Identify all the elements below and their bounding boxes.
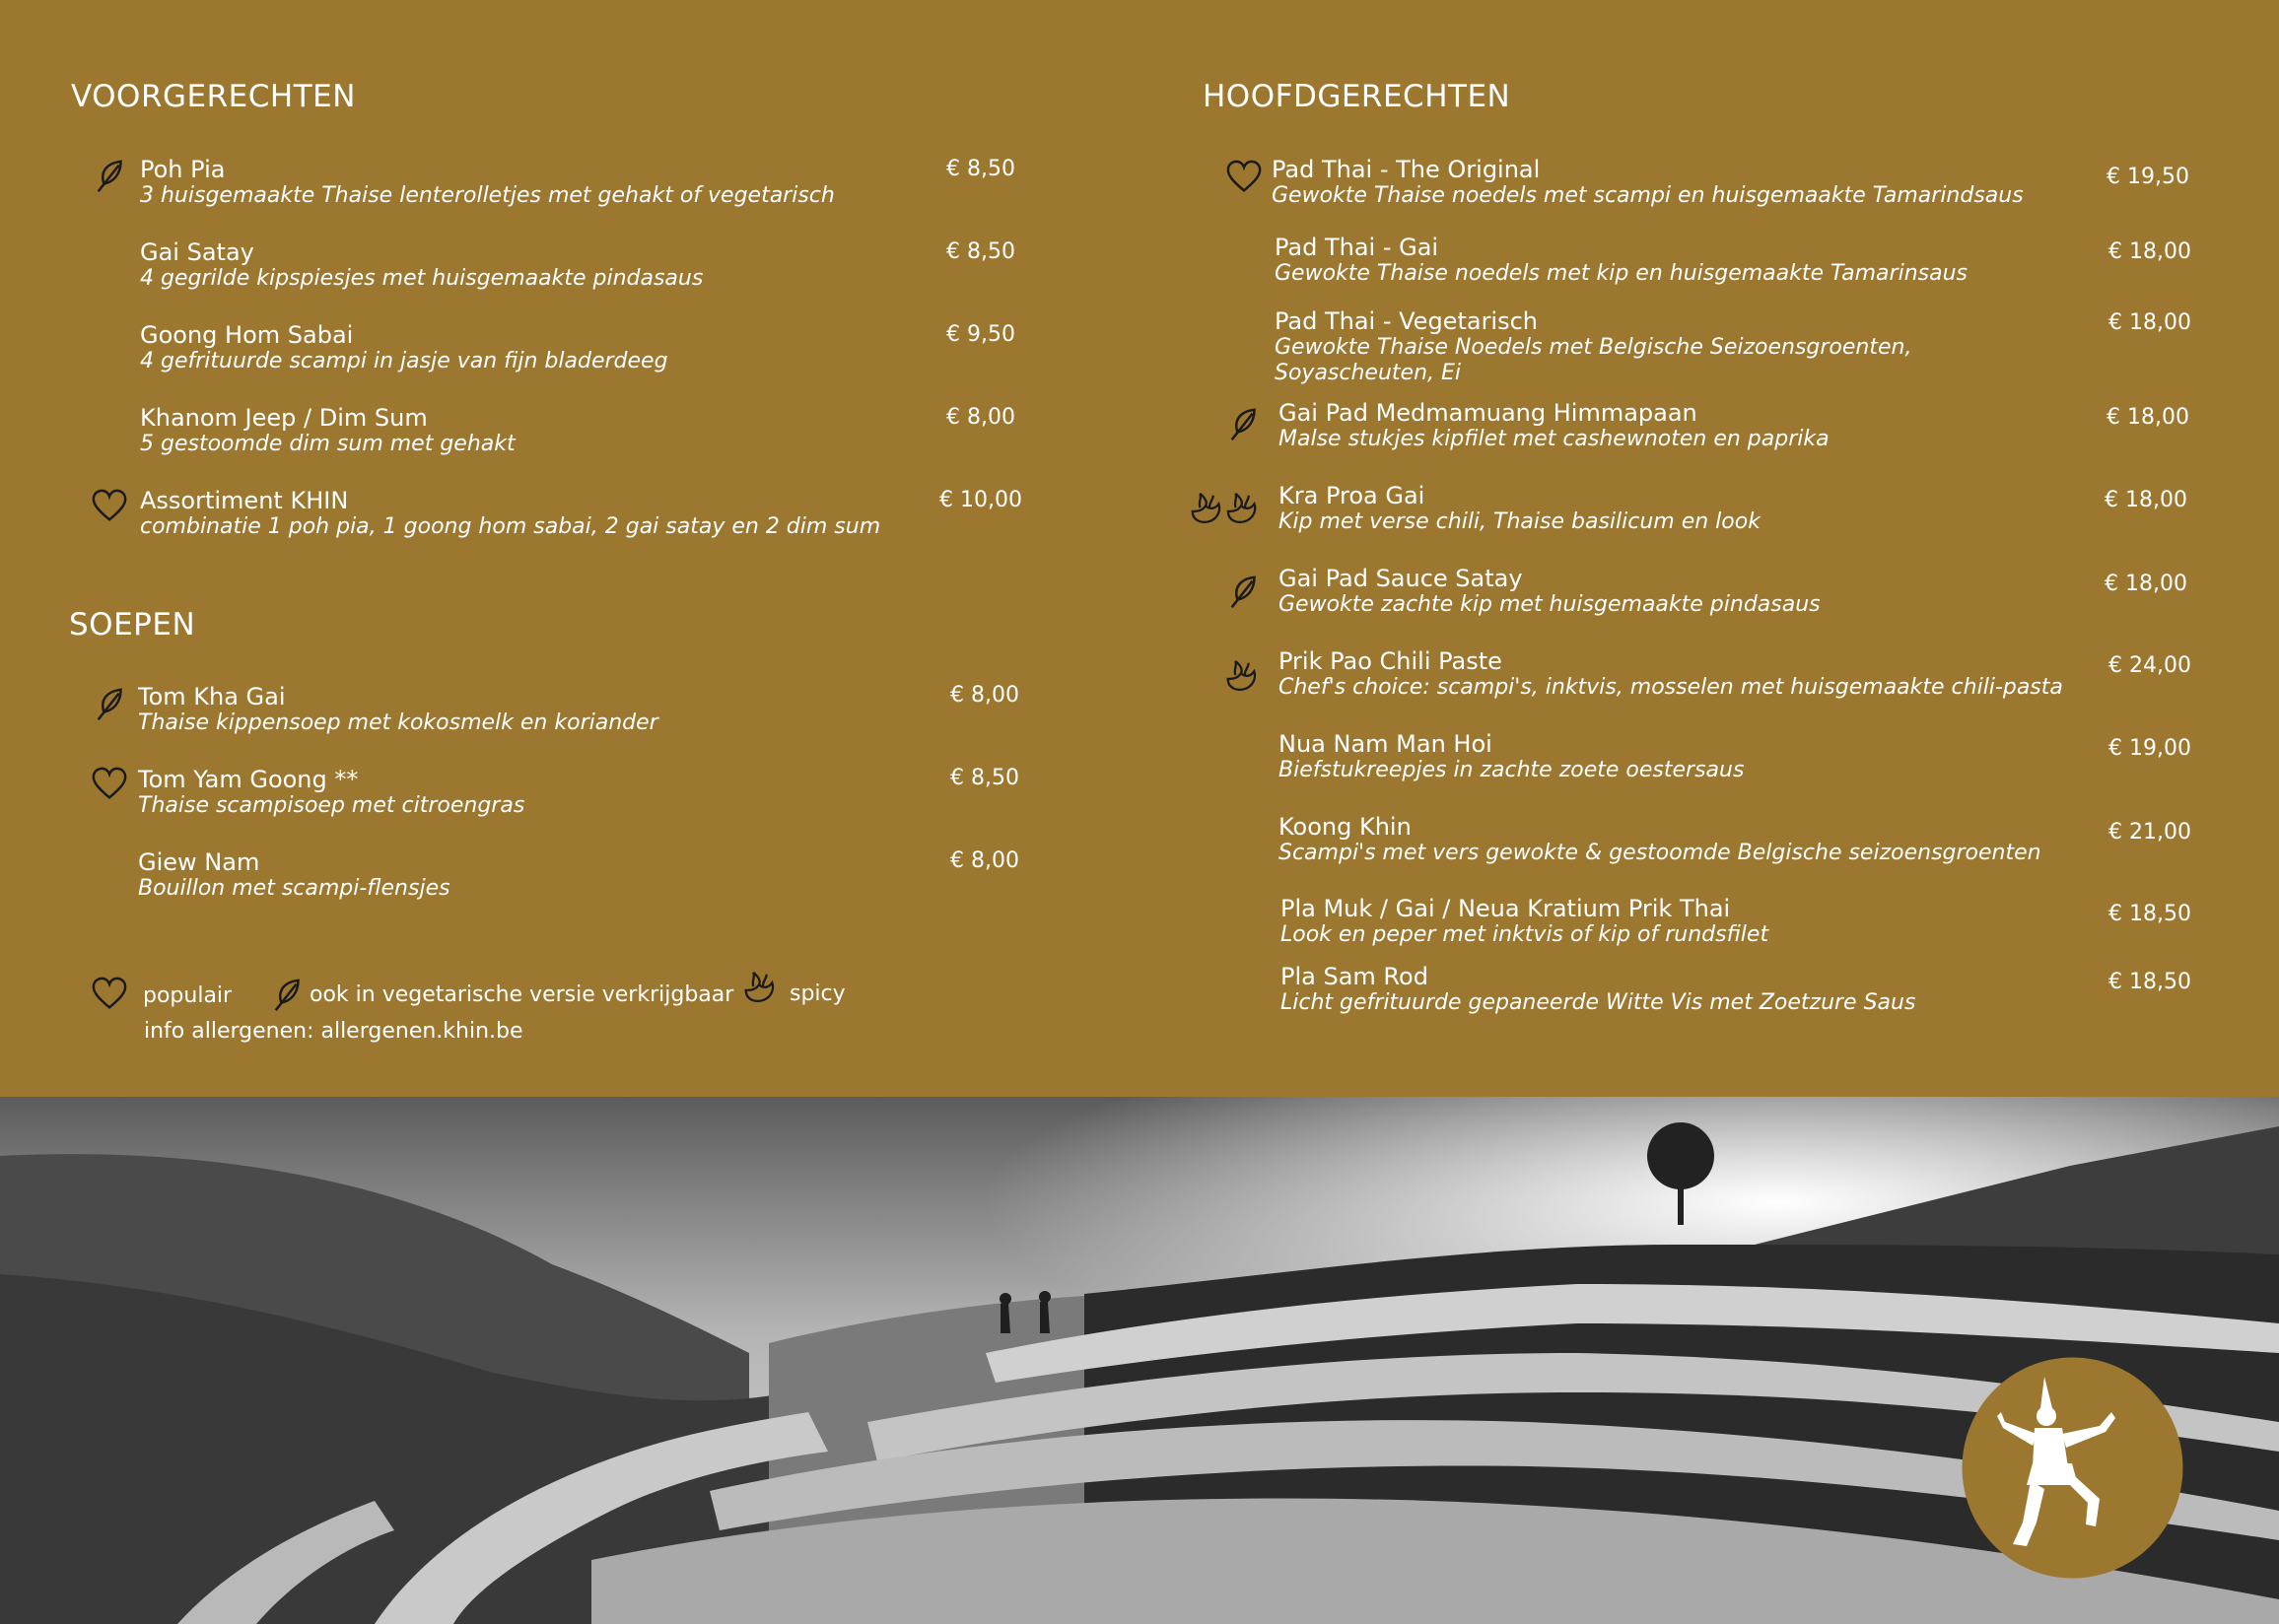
item-name: Pad Thai - Vegetarisch (1275, 307, 1539, 335)
item-description: combinatie 1 poh pia, 1 goong hom sabai, 2 gai satay en 2 dim sum (140, 514, 881, 539)
item-description: 3 huisgemaakte Thaise lenterolletjes met gehakt of vegetarisch (140, 183, 835, 208)
item-name: Pla Muk / Gai / Neua Kratium Prik Thai (1280, 895, 1731, 922)
item-price: € 8,50 (946, 239, 1015, 264)
menu-item (1278, 565, 1821, 618)
item-price: € 8,50 (950, 766, 1019, 790)
item-name: Assortiment KHIN (140, 487, 349, 514)
item-name: Gai Satay (140, 238, 254, 266)
item-name: Poh Pia (140, 156, 226, 183)
menu-item (1278, 647, 2063, 701)
leaf-icon (93, 158, 130, 195)
item-price: € 24,00 (2108, 653, 2191, 678)
item-name: Nua Nam Man Hoi (1278, 730, 1492, 758)
menu-item (138, 848, 450, 902)
menu-item (1278, 482, 1761, 535)
heart-icon (91, 976, 128, 1013)
item-name: Khanom Jeep / Dim Sum (140, 404, 428, 432)
restaurant-logo (1962, 1357, 2183, 1579)
item-description: Biefstukreepjes in zachte zoete oestersaus (1278, 758, 1745, 782)
item-name: Pad Thai - The Original (1272, 156, 1541, 183)
item-price: € 18,00 (2108, 239, 2191, 264)
item-name: Gai Pad Sauce Satay (1278, 565, 1523, 592)
item-price: € 9,50 (946, 322, 1015, 347)
item-price: € 18,50 (2108, 902, 2191, 926)
legend-popular-label: populair (143, 983, 233, 1008)
menu-item (1278, 730, 1744, 783)
item-description: 4 gegrilde kipspiesjes met huisgemaakte pindasaus (140, 266, 704, 291)
item-name: Gai Pad Medmamuang Himmapaan (1278, 399, 1697, 427)
item-description: Malse stukjes kipfilet met cashewnoten en paprika (1278, 427, 1830, 451)
menu-item (1280, 895, 1768, 948)
item-name: Giew Nam (138, 848, 260, 876)
menu-item (140, 156, 835, 209)
menu-item (1275, 307, 1911, 386)
item-name: Pad Thai - Gai (1275, 234, 1439, 261)
soups-title: SOEPEN (69, 607, 196, 643)
item-price: € 18,00 (2105, 572, 2187, 596)
menu-item (1272, 156, 2024, 209)
item-price: € 18,50 (2108, 970, 2191, 994)
leaf-icon (1226, 406, 1264, 443)
menu-item (140, 404, 516, 457)
chili-icon (1222, 658, 1260, 696)
item-price: € 8,50 (946, 157, 1015, 181)
double-chili-icon (1187, 491, 1266, 528)
starters-title: VOORGERECHTEN (71, 79, 356, 114)
item-price: € 8,00 (950, 848, 1019, 873)
menu-item (138, 683, 658, 736)
item-price: € 21,00 (2108, 820, 2191, 845)
item-description: Scampi's met vers gewokte & gestoomde Belgische seizoensgroenten (1278, 841, 2041, 865)
menu-item (1278, 399, 1830, 452)
item-description-line2: Soyascheuten, Ei (1275, 361, 1462, 385)
menu-item (140, 321, 668, 374)
item-name: Koong Khin (1278, 813, 1412, 841)
item-price: € 19,50 (2106, 165, 2189, 189)
item-description: Gewokte zachte kip met huisgemaakte pindasaus (1278, 592, 1821, 617)
menu-item (140, 487, 880, 540)
item-description: Kip met verse chili, Thaise basilicum en look (1278, 509, 1761, 534)
item-price: € 10,00 (939, 488, 1022, 512)
leaf-icon (1226, 574, 1264, 611)
item-price: € 18,00 (2105, 488, 2187, 512)
menu-item (1275, 234, 1968, 287)
item-name: Pla Sam Rod (1280, 963, 1428, 990)
item-name: Prik Pao Chili Paste (1278, 647, 1502, 675)
menu-item (140, 238, 703, 292)
item-name: Goong Hom Sabai (140, 321, 354, 349)
item-name: Kra Proa Gai (1278, 482, 1425, 509)
item-price: € 19,00 (2108, 736, 2191, 761)
item-price: € 8,00 (946, 405, 1015, 430)
item-name: Tom Kha Gai (138, 683, 286, 710)
item-price: € 8,00 (950, 683, 1019, 708)
heart-icon (91, 488, 128, 525)
heart-icon (91, 766, 128, 803)
rice-terrace-photo (0, 1097, 2279, 1624)
heart-icon (1225, 159, 1263, 196)
item-price: € 18,00 (2108, 310, 2191, 335)
item-description: 5 gestoomde dim sum met gehakt (140, 432, 516, 456)
item-description: Licht gefrituurde gepaneerde Witte Vis met Zoetzure Saus (1280, 990, 1916, 1015)
item-description: Thaise scampisoep met citroengras (138, 793, 525, 818)
item-description: 4 gefrituurde scampi in jasje van fijn bladerdeeg (140, 349, 668, 373)
legend-spicy-label: spicy (790, 981, 846, 1006)
item-description: Gewokte Thaise noedels met scampi en huisgemaakte Tamarindsaus (1272, 183, 2024, 208)
item-description: Bouillon met scampi-flensjes (138, 876, 450, 901)
item-name: Tom Yam Goong ** (138, 766, 359, 793)
item-description: Gewokte Thaise noedels met kip en huisgemaakte Tamarinsaus (1275, 261, 1968, 286)
item-price: € 18,00 (2106, 405, 2189, 430)
menu-item (1280, 963, 1915, 1016)
menu-item (138, 766, 524, 819)
chili-icon (740, 970, 778, 1007)
item-description: Look en peper met inktvis of kip of rundsfilet (1280, 922, 1769, 947)
item-description: Thaise kippensoep met kokosmelk en koriander (138, 710, 658, 735)
mains-title: HOOFDGERECHTEN (1203, 79, 1511, 114)
legend-vegetarian-label: ook in vegetarische versie verkrijgbaar (310, 982, 734, 1007)
item-description: Chef's choice: scampi's, inktvis, mosselen met huisgemaakte chili-pasta (1278, 675, 2063, 700)
item-description: Gewokte Thaise Noedels met Belgische Seizoensgroenten, (1275, 335, 1912, 360)
leaf-icon (93, 686, 130, 723)
leaf-icon (270, 977, 308, 1014)
menu-item (1278, 813, 2041, 866)
allergen-info: info allergenen: allergenen.khin.be (144, 1019, 523, 1044)
